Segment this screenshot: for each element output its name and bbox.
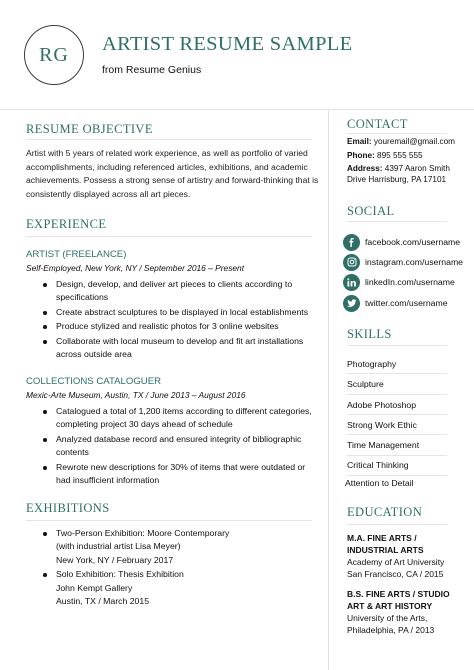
skill-divider xyxy=(347,475,447,476)
skills-heading: SKILLS xyxy=(347,327,392,341)
address-line1: 4397 Aaron Smith xyxy=(384,164,450,173)
job-title: ARTIST (FREELANCE) xyxy=(26,249,127,260)
bullet-text: Produce stylized and realistic photos for 3 online websites xyxy=(56,321,279,332)
experience-rule xyxy=(26,236,312,237)
address-label: Address: xyxy=(347,164,383,173)
experience-heading: EXPERIENCE xyxy=(26,217,107,231)
skill-item: Attention to Detail xyxy=(345,478,414,488)
exhibition-place: New York, NY / February 2017 xyxy=(56,554,174,565)
email-value: youremail@gmail.com xyxy=(373,137,455,146)
bullet-item xyxy=(40,461,320,488)
header-divider xyxy=(0,109,474,110)
linkedin-icon xyxy=(343,274,360,291)
bullet-dot xyxy=(43,340,47,344)
skill-item: Time Management xyxy=(347,440,420,450)
phone-label: Phone: xyxy=(347,151,375,160)
skill-divider xyxy=(347,373,447,374)
bullet-text: Design, develop, and deliver art pieces to clients according to specifications xyxy=(56,279,293,303)
school-name: Academy of Art University xyxy=(347,557,445,567)
job-meta: Mexic-Arte Museum, Austin, TX / June 2013 – August 2016 xyxy=(26,390,246,400)
job-title: COLLECTIONS CATALOGUER xyxy=(26,376,162,387)
bullet-text: Collaborate with local museum to develop and fit art installations across outside area xyxy=(56,335,304,360)
exhibition-item xyxy=(40,568,320,608)
bullet-dot xyxy=(43,325,47,329)
exhibitions-rule xyxy=(26,520,312,521)
social-link-text: twitter.com/username xyxy=(365,298,448,308)
bullet-dot xyxy=(43,438,47,442)
bullet-text: Analyzed database record and ensured integrity of bibliographic contents xyxy=(56,433,302,458)
social-facebook[interactable] xyxy=(343,233,460,251)
degree-title: ART & ART HISTORY xyxy=(347,601,433,611)
bullet-dot xyxy=(43,573,47,577)
social-link-text: instagram.com/username xyxy=(365,257,464,267)
degree-title: B.S. FINE ARTS / STUDIO xyxy=(347,589,450,599)
social-linkedin[interactable] xyxy=(343,273,455,291)
social-link-text: facebook.com/username xyxy=(365,237,461,247)
objective-rule xyxy=(26,139,312,140)
skill-item: Critical Thinking xyxy=(347,460,409,470)
bullet-dot xyxy=(43,311,47,315)
contact-address-line2: Drive Harrisburg, PA 17101 xyxy=(347,175,447,184)
education-heading: EDUCATION xyxy=(347,505,423,519)
contact-address xyxy=(347,163,467,174)
skill-item: Adobe Photoshop xyxy=(347,400,417,410)
social-heading: SOCIAL xyxy=(347,204,395,218)
bullet-item xyxy=(40,335,320,362)
resume-header xyxy=(0,0,474,110)
bullet-item xyxy=(40,405,320,432)
contact-phone xyxy=(347,150,467,161)
bullet-dot xyxy=(43,466,47,470)
skill-divider xyxy=(347,455,447,456)
exhibition-detail: (with industrial artist Lisa Meyer) xyxy=(56,541,181,552)
job-bullets xyxy=(40,278,320,362)
bullet-dot xyxy=(43,283,47,287)
bullet-item xyxy=(40,320,320,333)
monogram-badge: RG xyxy=(24,25,84,85)
bullet-item xyxy=(40,306,320,319)
school-location: Philadelphia, PA / 2013 xyxy=(347,625,435,635)
page-title: ARTIST RESUME SAMPLE xyxy=(102,33,353,55)
bullet-text: Create abstract sculptures to be displayed in local establishments xyxy=(56,306,309,317)
exhibition-name: Two-Person Exhibition: Moore Contemporary xyxy=(56,528,230,538)
skill-item: Sculpture xyxy=(347,379,384,389)
contact-heading: CONTACT xyxy=(347,117,408,131)
exhibition-detail: John Kempt Gallery xyxy=(56,582,133,593)
social-twitter[interactable] xyxy=(343,294,448,312)
job-meta: Self-Employed, New York, NY / September 2016 – Present xyxy=(26,263,245,273)
bullet-text: Rewrote new descriptions for 30% of items that were outdated or had insufficient information xyxy=(56,461,306,486)
bullet-item xyxy=(40,278,320,305)
contact-email xyxy=(347,136,467,147)
social-rule xyxy=(347,221,447,222)
exhibition-list xyxy=(40,527,320,609)
social-instagram[interactable] xyxy=(343,253,463,271)
exhibition-place: Austin, TX / March 2015 xyxy=(56,596,150,607)
email-label: Email: xyxy=(347,137,372,146)
exhibitions-heading: EXHIBITIONS xyxy=(26,501,110,515)
phone-value: 895 555 555 xyxy=(377,151,423,160)
bullet-item xyxy=(40,433,320,460)
objective-text: Artist with 5 years of related work experience, as well as portfolio of varied accomplishments, including referenced articles, exhibitions, and academic achievements. Possess a strong sense of artistry and forward-thinking that is consistently displayed across all art pieces. xyxy=(26,148,319,199)
exhibition-name: Solo Exhibition: Thesis Exhibition xyxy=(56,569,184,580)
social-link-text: linkedIn.com/username xyxy=(365,277,455,287)
column-divider xyxy=(328,110,329,670)
bullet-text: Catalogued a total of 1,200 items according to different categories, completing project 30 days ahead of schedule xyxy=(56,406,312,430)
skill-item: Strong Work Ethic xyxy=(347,420,417,430)
school-name: University of the Arts, xyxy=(347,613,428,623)
degree-title: M.A. FINE ARTS / xyxy=(347,533,417,543)
bullet-dot xyxy=(43,410,47,414)
school-location: San Francisco, CA / 2015 xyxy=(347,569,444,579)
instagram-icon xyxy=(343,254,360,271)
job-bullets xyxy=(40,405,320,488)
bullet-dot xyxy=(43,532,47,536)
skill-divider xyxy=(347,434,447,435)
skill-divider xyxy=(347,414,447,415)
facebook-icon xyxy=(343,234,360,251)
skill-divider xyxy=(347,394,447,395)
education-rule xyxy=(347,524,447,525)
twitter-icon xyxy=(343,295,360,312)
contact-rule xyxy=(347,133,447,134)
skill-item: Photography xyxy=(347,359,397,369)
page-subtitle: from Resume Genius xyxy=(102,64,202,76)
degree-title: INDUSTRIAL ARTS xyxy=(347,545,424,555)
objective-heading: RESUME OBJECTIVE xyxy=(26,122,153,136)
skills-rule xyxy=(347,345,447,346)
exhibition-item xyxy=(40,527,320,567)
